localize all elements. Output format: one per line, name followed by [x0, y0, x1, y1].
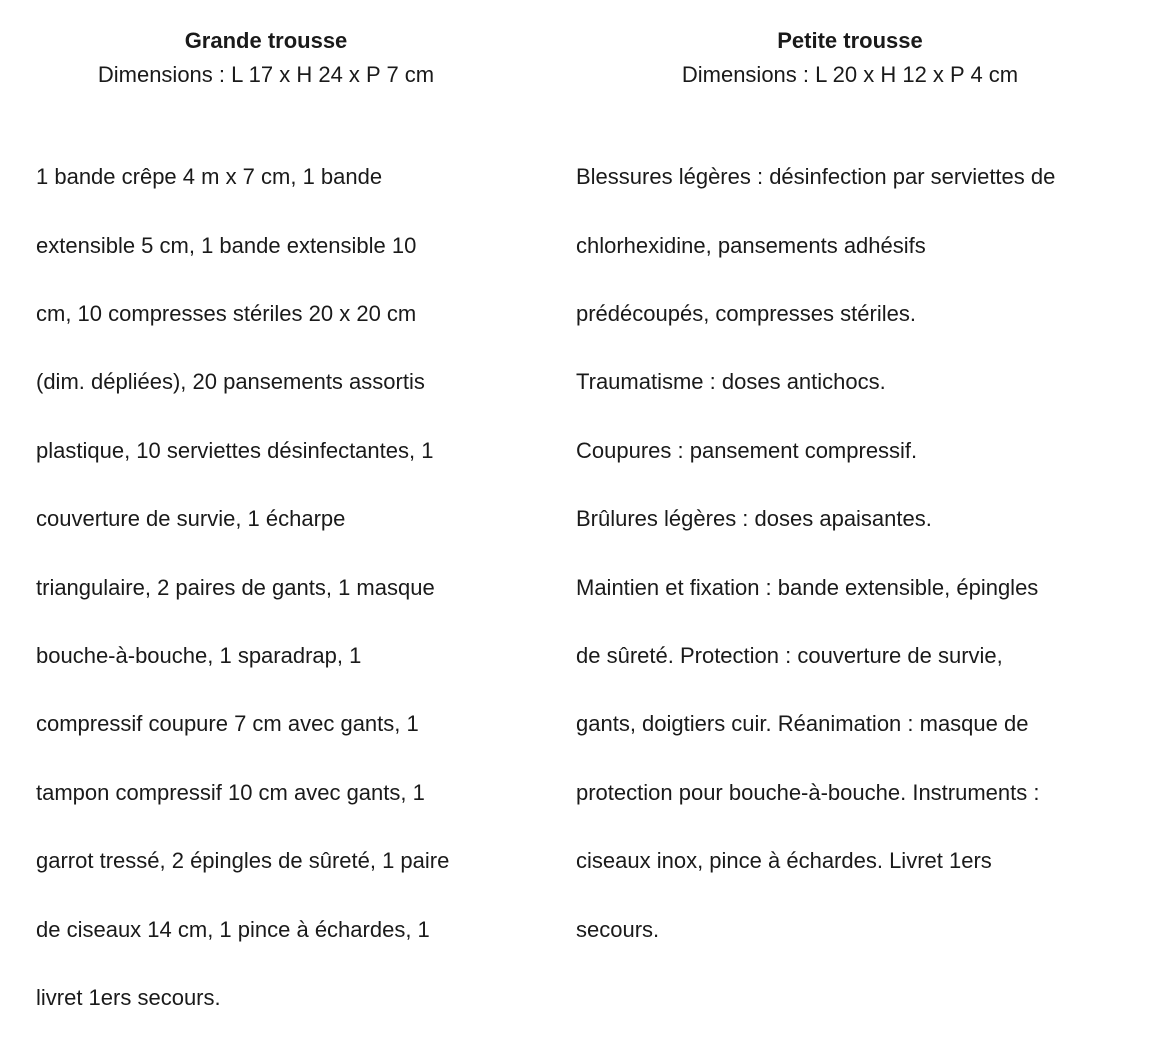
content-line: livret 1ers secours. — [36, 985, 221, 1011]
content-line: Traumatisme : doses antichocs. — [576, 369, 886, 395]
content-line: chlorhexidine, pansements adhésifs — [576, 232, 926, 258]
content-line: prédécoupés, compresses stériles. — [576, 301, 916, 327]
content-line: protection pour bouche-à-bouche. Instruments : — [576, 779, 1040, 805]
content-line: Coupures : pansement compressif. — [576, 437, 918, 463]
content-line: bouche-à-bouche, 1 sparadrap, 1 — [36, 643, 362, 669]
content-line: couverture de survie, 1 écharpe — [36, 506, 346, 532]
content-line: Maintien et fixation : bande extensible, épingles — [576, 574, 1039, 600]
petite-trousse-column — [576, 24, 1136, 981]
content-line: Blessures légères : désinfection par serviettes de — [576, 164, 1056, 190]
content-line: tampon compressif 10 cm avec gants, 1 — [36, 779, 425, 805]
grande-trousse-dimensions: Dimensions : L 17 x H 24 x P 7 cm — [97, 62, 435, 87]
petite-trousse-contents — [576, 126, 1136, 981]
content-line: secours. — [576, 916, 660, 942]
grande-trousse-column — [36, 24, 526, 1049]
content-line: Brûlures légères : doses apaisantes. — [576, 506, 932, 532]
content-line: 1 bande crêpe 4 m x 7 cm, 1 bande — [36, 164, 383, 190]
content-line: de ciseaux 14 cm, 1 pince à échardes, 1 — [36, 916, 430, 942]
petite-trousse-dimensions: Dimensions : L 20 x H 12 x P 4 cm — [681, 62, 1019, 87]
content-line: plastique, 10 serviettes désinfectantes, 1 — [36, 437, 434, 463]
content-line: de sûreté. Protection : couverture de survie, — [576, 643, 1003, 669]
grande-trousse-title: Grande trousse — [184, 28, 348, 53]
content-line: extensible 5 cm, 1 bande extensible 10 — [36, 232, 417, 258]
content-line: compressif coupure 7 cm avec gants, 1 — [36, 711, 419, 737]
petite-trousse-header — [576, 24, 1124, 92]
content-line: cm, 10 compresses stériles 20 x 20 cm — [36, 301, 417, 327]
content-line: (dim. dépliées), 20 pansements assortis — [36, 369, 425, 395]
grande-trousse-contents — [36, 126, 526, 1049]
content-line: gants, doigtiers cuir. Réanimation : masque de — [576, 711, 1029, 737]
content-line: ciseaux inox, pince à échardes. Livret 1ers — [576, 848, 992, 874]
content-line: triangulaire, 2 paires de gants, 1 masque — [36, 574, 435, 600]
grande-trousse-header — [36, 24, 496, 92]
content-line: garrot tressé, 2 épingles de sûreté, 1 paire — [36, 848, 450, 874]
petite-trousse-title: Petite trousse — [777, 28, 923, 53]
